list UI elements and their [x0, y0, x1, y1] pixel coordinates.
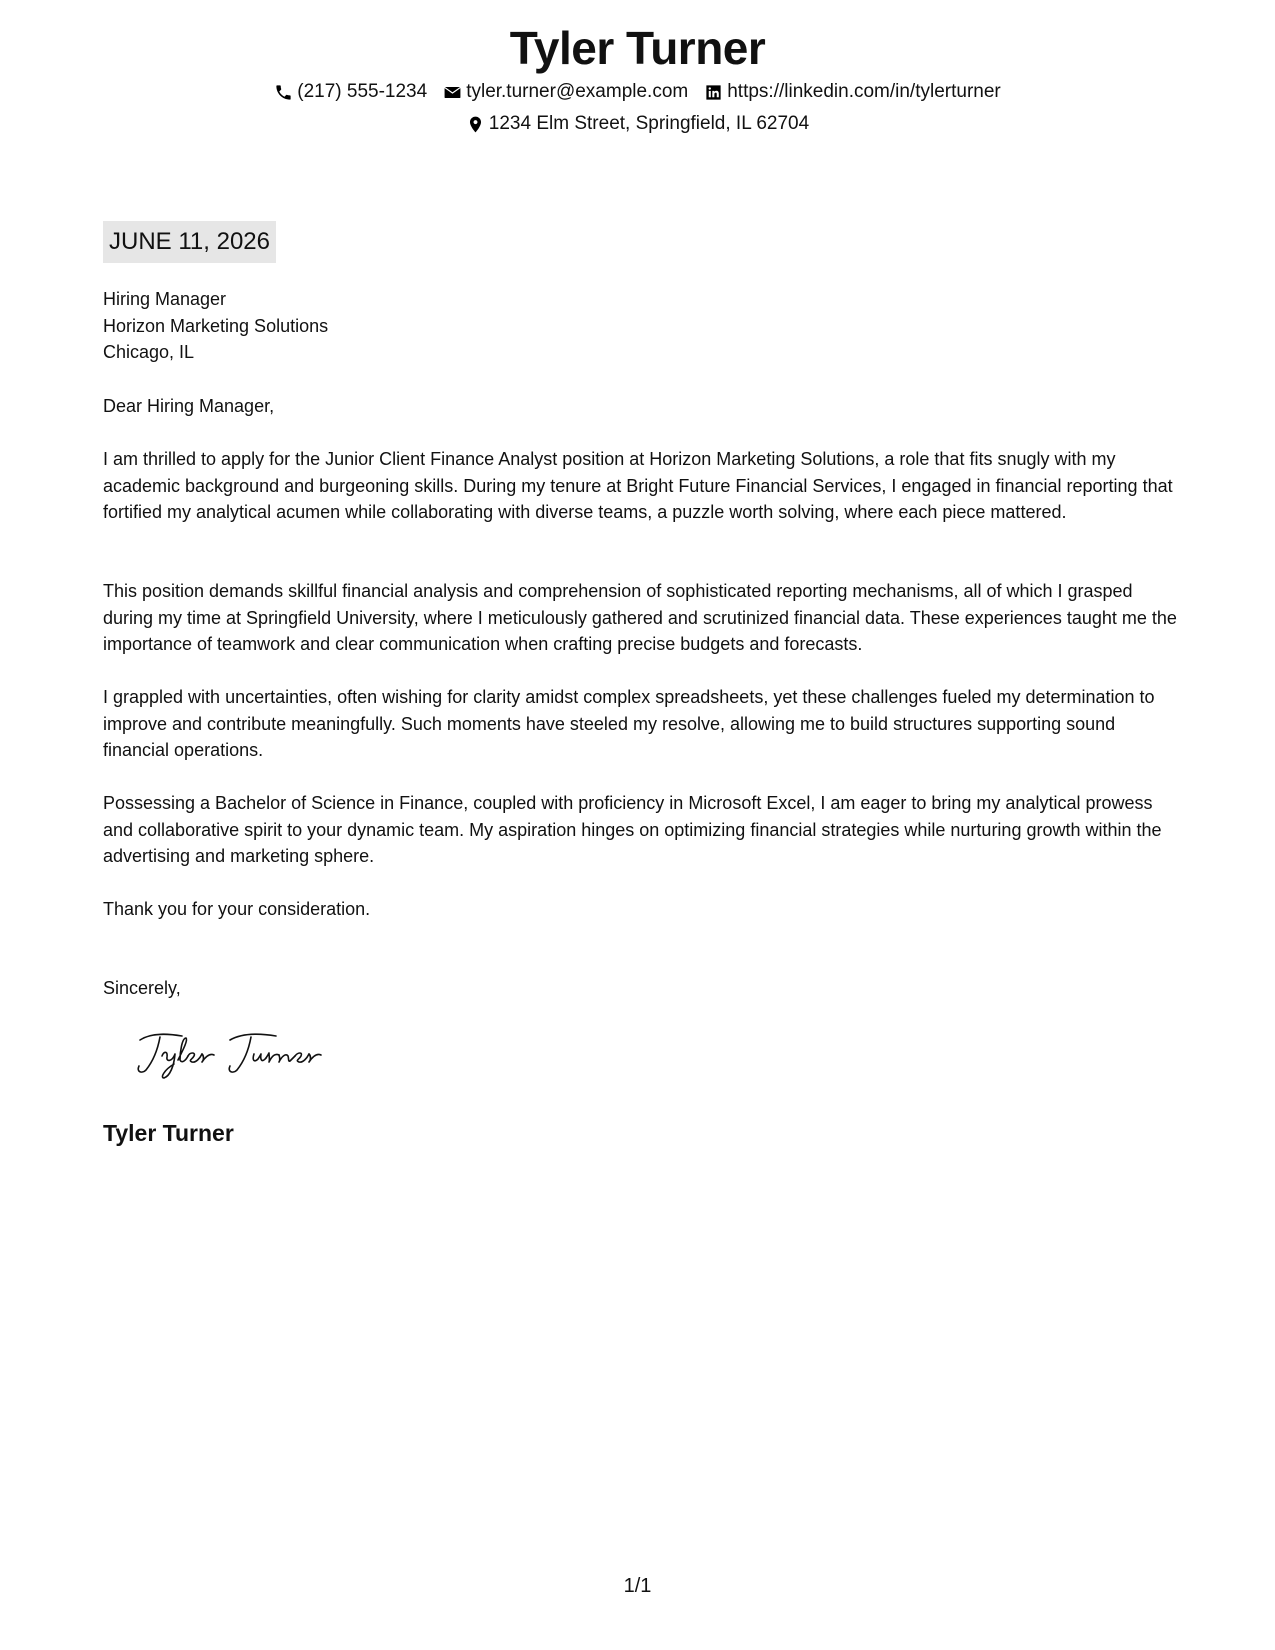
linkedin-contact[interactable] [704, 79, 1001, 105]
body-paragraph: This position demands skillful financial analysis and comprehension of sophisticated reporting mechanisms, all of which I grasped during my time at Springfield University, where I meticulously gathered and scrutinized financial data. These experiences taught me the importance of teamwork and clear communication when crafting precise budgets and forecasts. [103, 581, 1177, 654]
body-paragraph: Possessing a Bachelor of Science in Finance, coupled with proficiency in Microsoft Excel, I am eager to bring my analytical prowess and collaborative spirit to your dynamic team. My aspiration hinges on optimizing financial strategies while nurturing growth within the advertising and marketing sphere. [103, 793, 1162, 866]
recipient-block [103, 286, 1183, 366]
linkedin-text[interactable]: https://linkedin.com/in/tylerturner [727, 81, 1001, 102]
body-paragraph: I am thrilled to apply for the Junior Client Finance Analyst position at Horizon Marketing Solutions, a role that fits snugly with my academic background and burgeoning skills. During my tenure at Bright Future Financial Services, I engaged in financial reporting that fortified my analytical acumen while collaborating with diverse teams, a puzzle worth solving, where each piece mattered. [103, 449, 1173, 522]
letter-date: JUNE 11, 2026 [103, 221, 276, 263]
address-contact [466, 111, 809, 137]
recipient-location: Chicago, IL [103, 342, 195, 362]
applicant-name: Tyler Turner [509, 22, 766, 74]
address-row [0, 111, 1275, 137]
linkedin-icon [704, 83, 723, 102]
page-number: 1/1 [623, 1575, 652, 1597]
recipient-title: Hiring Manager [103, 289, 227, 309]
salutation: Dear Hiring Manager, [103, 396, 275, 416]
email-contact[interactable] [443, 79, 688, 105]
phone-icon [274, 83, 293, 102]
handwritten-signature [130, 1026, 345, 1082]
phone-contact [274, 79, 427, 105]
envelope-icon [443, 83, 462, 102]
recipient-company: Horizon Marketing Solutions [103, 315, 329, 336]
map-pin-icon [466, 115, 485, 134]
closing-line: Sincerely, [103, 978, 181, 998]
contact-row [0, 79, 1275, 105]
thank-you-line: Thank you for your consideration. [103, 899, 371, 919]
signer-name: Tyler Turner [103, 1120, 234, 1146]
body-paragraph: I grappled with uncertainties, often wishing for clarity amidst complex spreadsheets, yet these challenges fueled my determination to improve and contribute meaningfully. Such moments have steeled my resolve, allowing me to build structures supporting sound financial operations. [103, 687, 1155, 760]
address-text: 1234 Elm Street, Springfield, IL 62704 [488, 113, 810, 134]
phone-text: (217) 555-1234 [297, 81, 428, 102]
email-text[interactable]: tyler.turner@example.com [466, 81, 689, 102]
